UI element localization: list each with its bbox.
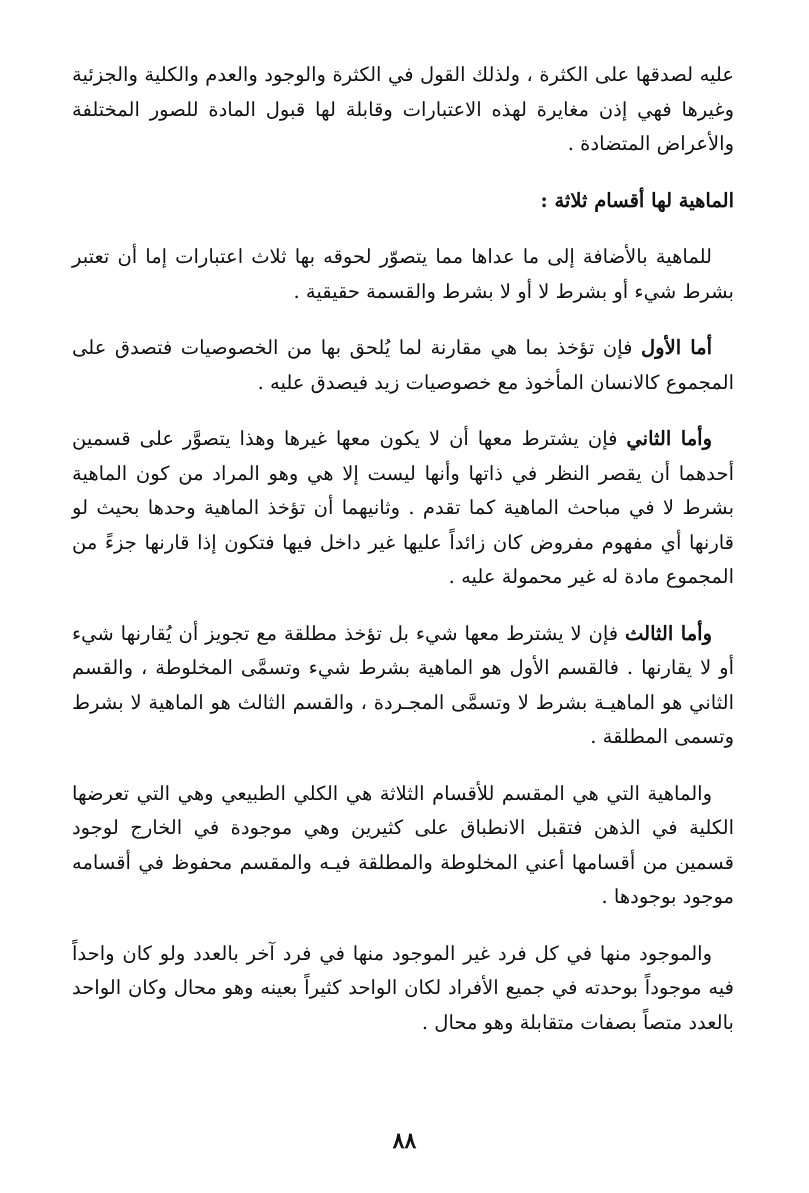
paragraph-5-text: فإن لا يشترط معها شيء بل تؤخذ مطلقة مع تجويز أن يُقارنها شيء أو لا يقارنها . فالقسم الأول هو الماهية بشرط شيء وتسمَّى المخلوطة ، والقسم الثاني هو الماهيـة بشرط لا وتسمَّى المجـردة ، والقسم الثالث هو الماهية لا بشرط وتسمى المطلقة .	[72, 621, 734, 748]
page-number: ٨٨	[392, 1128, 417, 1154]
paragraph-3-lead: أما الأول	[641, 336, 713, 359]
section-heading: الماهية لها أقسام ثلاثة :	[540, 188, 734, 212]
paragraph-7: والموجود منها في كل فرد غير الموجود منها في فرد آخر بالعدد ولو كان واحداً فيه موجوداً بوحدته في جميع الأفراد لكان الواحد كثيراً بعينه وهو محال وكان الواحد بالعدد متصاً بصفات متقابلة وهو محال .	[72, 941, 734, 1034]
paragraph-3-text: فإن تؤخذ بما هي مقارنة لما يُلحق بها من الخصوصيات فتصدق على المجموع كالانسان المأخوذ مع خصوصيات زيد فيصدق عليه .	[72, 336, 734, 394]
paragraph-4	[72, 422, 734, 595]
paragraph-6: والماهية التي هي المقسم للأقسام الثلاثة هي الكلي الطبيعي وهي التي تعرضها الكلية في الذهن فتقبل الانطباق على كثيرين وهي موجودة في الخارج لوجود قسمين من أقسامها أعني المخلوطة والمطلقة فيـه والمقسم محفوظ في أقسامه موجود بوجودها .	[72, 781, 734, 908]
paragraph-2: للماهية بالأضافة إلى ما عداها مما يتصوّر لحوقه بها ثلاث اعتبارات إما أن تعتبر بشرط شيء أو بشرط لا أو لا بشرط والقسمة حقيقية .	[72, 245, 734, 303]
paragraph-4-text: فإن يشترط معها أن لا يكون معها غيرها وهذا يتصوَّر على قسمين أحدهما أن يقصر النظر في ذاتها وأنها ليست إلا هي وهو المراد من كون الماهية بشرط لا في مباحث الماهية كما تقدم . وثانيهما أن تؤخذ الماهية وحدها بحيث لو قارنها أي مفهوم مفروض كان زائداً عليها غير داخل فيها فتكون إذا قارنها جزءً من المجموع مادة له غير محمولة عليه .	[72, 427, 734, 588]
paragraph-1: عليه لصدقها على الكثرة ، ولذلك القول في الكثرة والوجود والعدم والكلية والجزئية وغيرها فهي إذن مغايرة لهذه الاعتبارات وقابلة لها قبول المادة للصور المختلفة والأعراض المتضادة .	[72, 63, 734, 155]
paragraph-5	[72, 617, 734, 755]
paragraph-3	[72, 331, 734, 400]
page-body	[72, 58, 734, 1062]
paragraph-4-lead: وأما الثاني	[626, 427, 712, 450]
paragraph-5-lead: وأما الثالث	[625, 621, 712, 645]
